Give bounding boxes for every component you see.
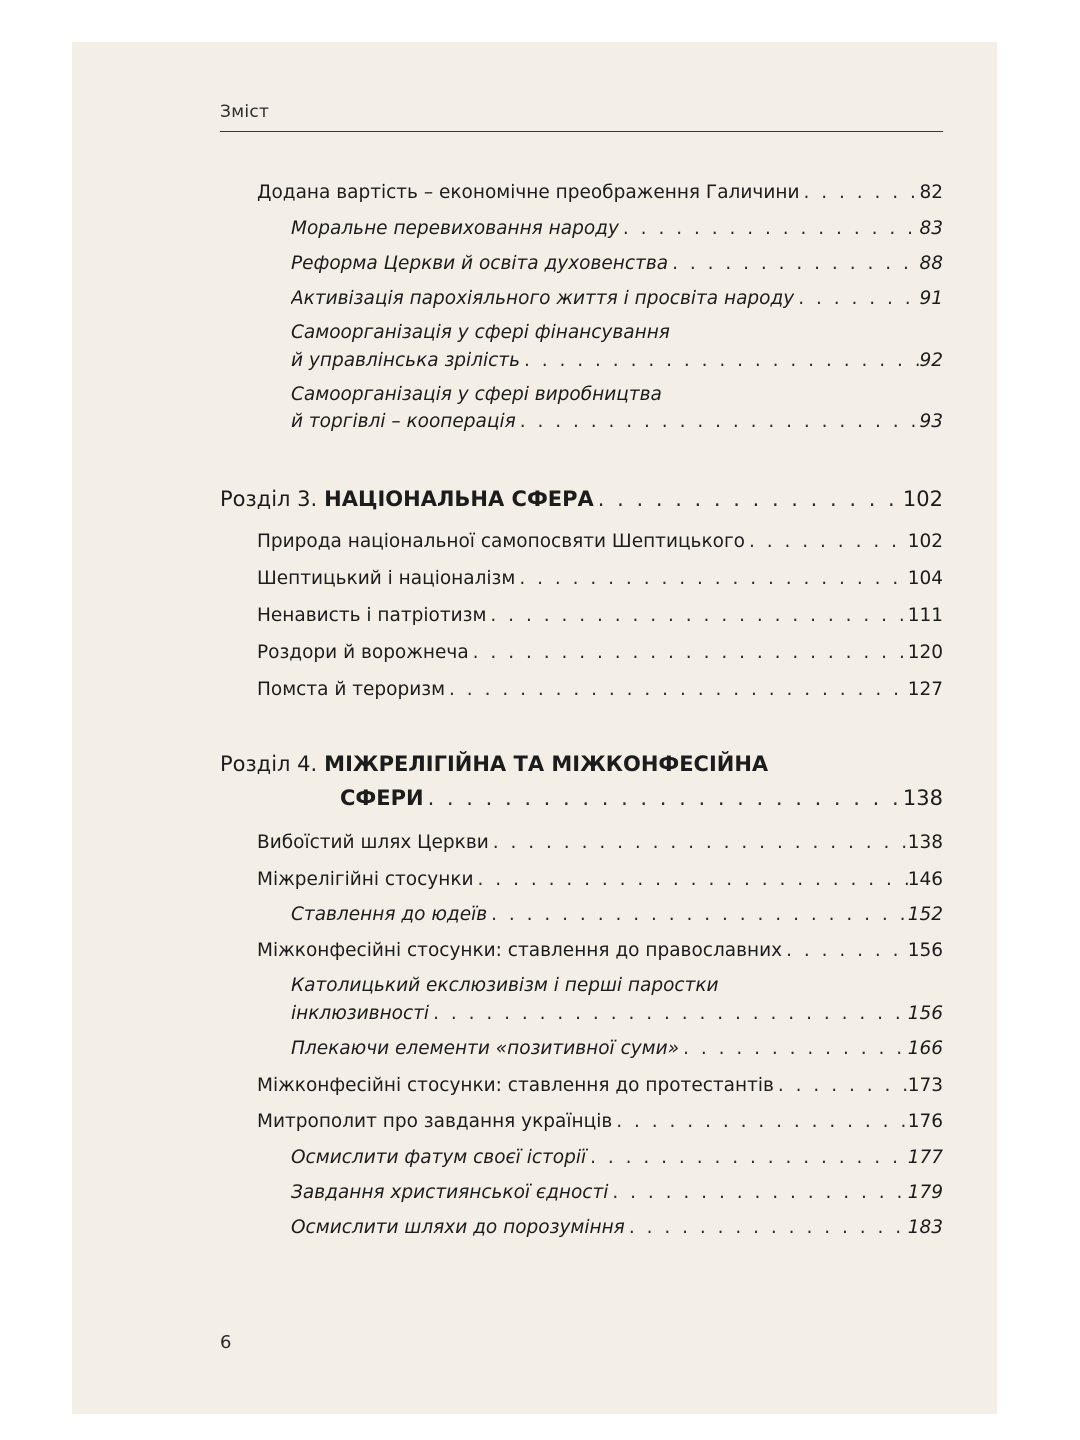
toc-entry-title: Активізація парохіяльного життя і просвіта народу — [291, 288, 795, 309]
toc-entry-title: Додана вартість – економічне преображення Галичини — [257, 182, 800, 203]
toc-entry-page: 91 — [919, 288, 943, 309]
chapter-prefix: Розділ 4. — [220, 752, 318, 776]
toc-entry-page: 104 — [907, 568, 943, 589]
toc-entry-title: Завдання християнської єдності — [291, 1182, 609, 1203]
toc-entry-page: 102 — [907, 531, 943, 552]
toc-subentry[interactable] — [72, 1143, 997, 1173]
toc-entry-title: Плекаючи елементи «позитивної суми» — [291, 1038, 680, 1059]
leader-dots — [586, 1143, 908, 1173]
toc-entry-page: 127 — [907, 679, 943, 700]
toc-entry-title: Митрополит про завдання українців — [257, 1111, 613, 1132]
toc-entry[interactable] — [72, 178, 997, 208]
toc-entry-title: Ставлення до юдеїв — [291, 904, 488, 925]
toc-subentry[interactable] — [72, 1213, 997, 1243]
toc-entry-title: інклюзивності — [291, 1003, 430, 1024]
page-number: 6 — [220, 1332, 232, 1353]
leader-dots — [515, 564, 907, 594]
toc-entry-page: 93 — [919, 411, 943, 432]
leader-dots — [612, 1107, 907, 1137]
toc-subentry-line1: Католицький екслюзивізм і перші паростки — [291, 975, 719, 996]
chapter-page: 102 — [902, 487, 943, 511]
leader-dots — [445, 675, 908, 705]
toc-entry-title: Вибоїстий шлях Церкви — [257, 832, 489, 853]
leader-dots — [469, 638, 908, 668]
toc-entry-page: 166 — [907, 1038, 943, 1059]
toc-entry-title: Шептицький і націоналізм — [257, 568, 516, 589]
toc-entry-title: Міжконфесійні стосунки: ставлення до православних — [257, 940, 783, 961]
toc-entry-page: 88 — [919, 253, 943, 274]
toc-subentry[interactable] — [72, 249, 997, 279]
toc-subentry[interactable] — [72, 346, 997, 376]
toc-entry[interactable] — [72, 1107, 997, 1137]
header-rule — [220, 131, 943, 132]
toc-entry-page: 173 — [907, 1075, 943, 1096]
toc-entry-title: Роздори й ворожнеча — [257, 642, 469, 663]
toc-entry-page: 156 — [907, 1003, 943, 1024]
leader-dots — [774, 1071, 908, 1101]
toc-entry-page: 138 — [907, 832, 943, 853]
toc-entry[interactable] — [72, 936, 997, 966]
leader-dots — [625, 1213, 908, 1243]
toc-entry-title: Міжрелігійні стосунки — [257, 869, 474, 890]
toc-entry-title: Помста й тероризм — [257, 679, 446, 700]
toc-subentry[interactable] — [72, 214, 997, 244]
chapter-page: 138 — [902, 786, 943, 810]
toc-entry-title: Міжконфесійні стосунки: ставлення до протестантів — [257, 1075, 774, 1096]
leader-dots — [679, 1034, 908, 1064]
toc-entry-page: 156 — [907, 940, 943, 961]
leader-dots — [520, 346, 919, 376]
toc-entry-title: Осмислити фатум своєї історії — [291, 1147, 587, 1168]
toc-entry-title: Природа національної самопосвяти Шептицького — [257, 531, 745, 552]
toc-subentry[interactable] — [72, 1034, 997, 1064]
toc-subentry[interactable] — [72, 407, 997, 437]
leader-dots — [668, 249, 919, 279]
toc-entry-page: 183 — [907, 1217, 943, 1238]
toc-entry[interactable] — [72, 1071, 997, 1101]
chapter-4-heading-line2[interactable] — [72, 781, 997, 815]
chapter-title-continued: СФЕРИ — [340, 786, 424, 810]
toc-subentry[interactable] — [72, 999, 997, 1029]
leader-dots — [516, 407, 920, 437]
chapter-prefix: Розділ 3. — [220, 487, 318, 511]
toc-entry[interactable] — [72, 828, 997, 858]
toc-entry-title: Осмислити шляхи до порозуміння — [291, 1217, 625, 1238]
toc-entry[interactable] — [72, 638, 997, 668]
leader-dots — [619, 214, 920, 244]
toc-entry-title: Ненависть і патріотизм — [257, 605, 487, 626]
toc-entry-page: 83 — [919, 218, 943, 239]
toc-entry-title: й торгівлі – кооперація — [291, 411, 516, 432]
toc-entry-title: Реформа Церкви й освіта духовенства — [291, 253, 669, 274]
book-page — [72, 42, 997, 1414]
leader-dots — [486, 601, 907, 631]
leader-dots — [794, 284, 919, 314]
running-head: Зміст — [220, 102, 270, 122]
leader-dots — [782, 936, 908, 966]
leader-dots — [474, 865, 908, 895]
chapter-3-heading[interactable] — [72, 482, 997, 516]
chapter-4-heading-line1[interactable] — [220, 747, 768, 781]
toc-entry-page: 177 — [907, 1147, 943, 1168]
leader-dots — [429, 999, 908, 1029]
toc-entry-page: 82 — [919, 182, 943, 203]
chapter-title: МІЖРЕЛІГІЙНА ТА МІЖКОНФЕСІЙНА — [324, 752, 769, 776]
toc-subentry[interactable] — [72, 900, 997, 930]
leader-dots — [594, 482, 903, 516]
toc-entry[interactable] — [72, 564, 997, 594]
toc-subentry-line1: Самоорганізація у сфері виробництва — [291, 384, 662, 405]
toc-subentry[interactable] — [72, 1178, 997, 1208]
toc-entry-page: 176 — [907, 1111, 943, 1132]
leader-dots — [799, 178, 919, 208]
chapter-title: НАЦІОНАЛЬНА СФЕРА — [324, 487, 594, 511]
toc-entry-page: 92 — [919, 350, 943, 371]
toc-subentry-line1: Самоорганізація у сфері фінансування — [291, 322, 670, 343]
leader-dots — [489, 828, 908, 858]
leader-dots — [487, 900, 908, 930]
toc-entry[interactable] — [72, 527, 997, 557]
leader-dots — [745, 527, 908, 557]
leader-dots — [608, 1178, 907, 1208]
toc-entry-page: 179 — [907, 1182, 943, 1203]
toc-entry-page: 111 — [907, 605, 943, 626]
toc-entry-title: Моральне перевиховання народу — [291, 218, 619, 239]
toc-entry-page: 146 — [907, 869, 943, 890]
toc-entry[interactable] — [72, 865, 997, 895]
toc-entry[interactable] — [72, 601, 997, 631]
toc-subentry[interactable] — [72, 284, 997, 314]
toc-entry-page: 120 — [907, 642, 943, 663]
toc-entry[interactable] — [72, 675, 997, 705]
toc-entry-title: й управлінська зрілість — [291, 350, 520, 371]
leader-dots — [424, 781, 903, 815]
toc-entry-page: 152 — [907, 904, 943, 925]
